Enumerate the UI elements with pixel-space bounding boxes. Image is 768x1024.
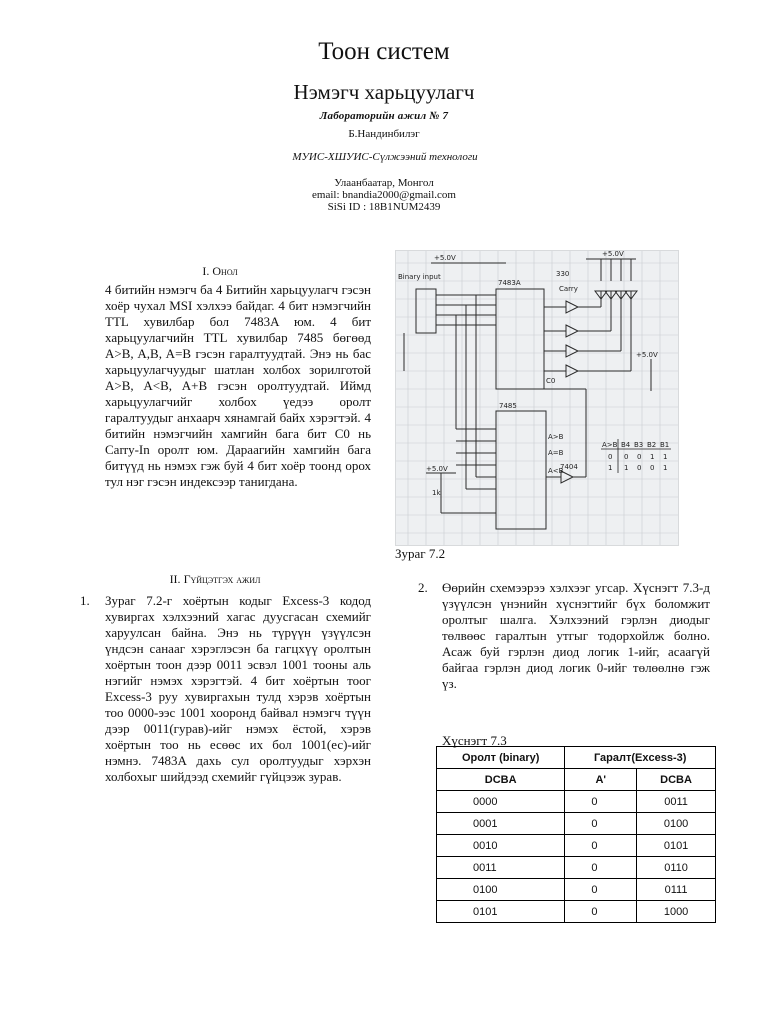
page-subtitle: Нэмэгч харьцуулагч [293, 80, 475, 104]
mini-r0-c0: 0 [608, 453, 613, 461]
resistor-330-label: 330 [556, 270, 570, 278]
mini-r1-c4: 1 [663, 464, 668, 472]
mini-head-4: B1 [660, 441, 670, 449]
mini-r1-c2: 0 [637, 464, 642, 472]
mini-r1-c3: 0 [650, 464, 655, 472]
mini-head-0: A>B [602, 441, 618, 449]
table-row [437, 835, 716, 857]
cell-input: 0001 [437, 813, 565, 835]
vcc-label-top: +5.0V [434, 254, 456, 262]
section-2-title: Гүйцэтгэх ажил [183, 572, 261, 586]
mini-r0-c3: 1 [650, 453, 655, 461]
sisi-id: SiSi ID : 18B1NUM2439 [327, 201, 441, 213]
section-2-number: II. [169, 572, 181, 586]
cell-input: 0011 [437, 857, 565, 879]
section-1-heading [150, 264, 290, 279]
mini-head-2: B3 [634, 441, 644, 449]
table-row [437, 857, 716, 879]
page-title: Тоон систем [318, 38, 450, 65]
vcc-label-right: +5.0V [636, 351, 658, 359]
cell-output: 0101 [637, 835, 716, 857]
circuit-figure [395, 250, 679, 546]
mini-head-1: B4 [621, 441, 631, 449]
table-caption: Хүснэгт 7.3 [442, 733, 507, 748]
figure-caption: Зураг 7.2 [395, 546, 446, 561]
mini-r0-c1: 0 [624, 453, 629, 461]
city: Улаанбаатар, Монгол [334, 177, 434, 189]
comparator-lt-label: A<B [548, 467, 564, 475]
section-2-heading [130, 572, 300, 587]
cell-output: 0100 [637, 813, 716, 835]
mini-r0-c2: 0 [637, 453, 642, 461]
cell-a-prime: 0 [565, 857, 637, 879]
circuit-schematic [396, 251, 678, 545]
group-input-header: Оролт (binary) [437, 747, 565, 769]
table-sub-header-row [437, 769, 716, 791]
cell-a-prime: 0 [565, 813, 637, 835]
resistor-1k-label: 1k [432, 489, 441, 497]
cell-input: 0010 [437, 835, 565, 857]
cell-input: 0101 [437, 901, 565, 923]
mini-r0-c4: 1 [663, 453, 668, 461]
mini-head-3: B2 [647, 441, 657, 449]
carry-label: Carry [559, 285, 578, 293]
lab-number: Лабораторийн ажил № 7 [319, 110, 449, 122]
email: email: bnandia2000@gmail.com [312, 189, 456, 201]
cell-input: 0000 [437, 791, 565, 813]
table-row [437, 879, 716, 901]
vcc-label-bottom: +5.0V [426, 465, 448, 473]
author-name: Б.Нандинбилэг [348, 128, 420, 140]
cell-output: 0110 [637, 857, 716, 879]
affiliation: МУИС-ХШУИС-Сүлжээний технологи [292, 151, 478, 163]
vcc-label-leds: +5.0V [602, 251, 624, 258]
sub-header-a-prime: A' [565, 769, 637, 791]
cell-output: 0111 [637, 879, 716, 901]
cell-a-prime: 0 [565, 791, 637, 813]
group-output-header: Гаралт(Excess-3) [565, 747, 716, 769]
mini-r1-c0: 1 [608, 464, 613, 472]
section-1-body: 4 битийн нэмэгч ба 4 Битийн харьцуулагч гэсэн хоёр чухал MSI хэлхээ байдаг. 4 бит нэмэгчийн TTL хувилбар бол 7483A юм. 4 бит харьцуулагчийн TTL хувилбар 7485 бөгөөд A>B, A,B, A=B гэсэн гаралтуудтай. Энэ нь бас харьцуулагчуудыг шатлан холбох зорилготой A>B, A<B, A+B гэсэн оролтуудтай. Иймд харьцуулагчийг холбох үедээ оролт гаралтуудыг анхаарч хянамгай байх хэрэгтэй. 4 битийн нэмэгчийн хамгийн бага бит C0 нь Carry-In оролт юм. Дараагийн хамгийн бага битүүд нь нэмэх гэж буй 4 бит хоёр тоонд орох тул нэг гэсэн индексээр танигдана. [105, 282, 371, 489]
comparator-gt-label: A>B [548, 433, 564, 441]
table-group-header-row [437, 747, 716, 769]
chip-adder-label: 7483A [498, 279, 521, 287]
mini-r1-c1: 1 [624, 464, 629, 472]
truth-table [436, 746, 716, 923]
table-row [437, 791, 716, 813]
schematic-labels [398, 251, 658, 497]
sub-header-output: DCBA [637, 769, 716, 791]
table-row [437, 813, 716, 835]
chip-comparator-label: 7485 [499, 402, 517, 410]
table-row [437, 901, 716, 923]
item-2-body: Өөрийн схемээрээ хэлхээг угсар. Хүснэгт 7.3-д үзүүлсэн үнэнийн хүснэгтийг бүх боломжит оролтыг шалга. Хэлхээний гэрлэн диодыг төлвөөс гаралтын утгыг тодорхойлж болно. Асаж буй гэрлэн диод логик 1-ийг, асаагүй байгаа гэрлэн диод логик 0-ийг төлөөлнө гэж үз. [442, 580, 710, 691]
circuit-wires [404, 259, 651, 529]
item-1-number: 1. [80, 593, 90, 608]
cell-a-prime: 0 [565, 879, 637, 901]
cell-a-prime: 0 [565, 835, 637, 857]
section-1-title: Онол [212, 264, 238, 278]
figure-mini-table [601, 439, 671, 473]
carry-in-label: C0 [546, 377, 556, 385]
sub-header-input: DCBA [437, 769, 565, 791]
binary-input-label: Binary input [398, 273, 441, 281]
inverter-label: 7404 [560, 463, 578, 471]
cell-output: 0011 [637, 791, 716, 813]
cell-input: 0100 [437, 879, 565, 901]
comparator-eq-label: A=B [548, 449, 564, 457]
cell-a-prime: 0 [565, 901, 637, 923]
section-1-number: I. [202, 264, 210, 278]
item-1-body: Зураг 7.2-г хоёртын кодыг Excess-3 кодод хувиргах хэлхээний хагас дуусгасан схемийг харуулсан байна. Энэ нь түрүүн үзүүлсэн үндсэн санааг хэрэглэсэн ба гагцхүү оролтын хоёртын тоон дээр 0011 эсвэл 1001 тооны аль нэгийг нэмэх хэрэгтэй. 4 бит хоёртын тоог Excess-3 руу хувиргахын тулд хэрэв хоёртын тоо 0000-ээс 1001 хооронд байвал нэмэгч түүн дээр 0011(гурав)-ийг нэмэх ёстой, хэрэв хоёртын тоо нь есөөс их бол 1001(ес)-ийг нэмнэ. 7483A дахь сул оролтуудыг хэрхэн холбохыг шийдээд схемийг гүйцээж зурав. [105, 593, 371, 784]
item-2-number: 2. [418, 580, 428, 595]
cell-output: 1000 [637, 901, 716, 923]
